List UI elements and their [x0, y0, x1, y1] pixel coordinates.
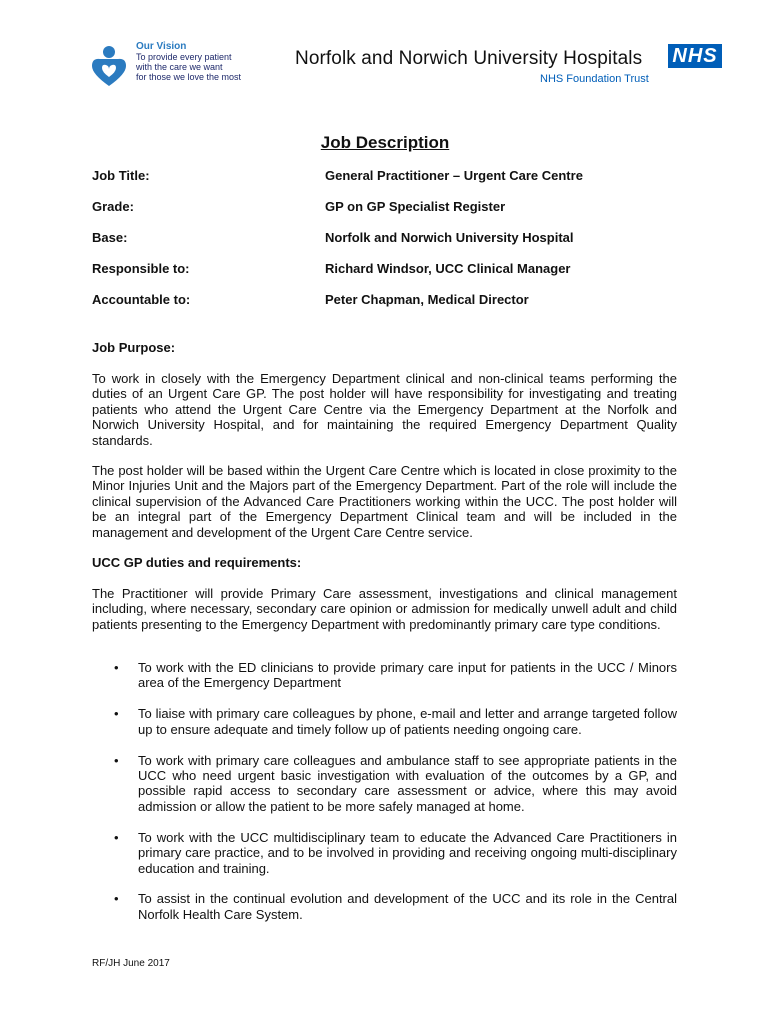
list-item: [92, 706, 677, 737]
detail-row-grade: [92, 199, 692, 230]
list-item-text: To assist in the continual evolution and development of the UCC and its role in the Central Norfolk Health Care System.: [138, 891, 677, 922]
job-purpose-heading: Job Purpose:: [92, 340, 176, 355]
detail-row-responsible-to: [92, 261, 692, 292]
list-item: [92, 830, 677, 876]
duties-intro: The Practitioner will provide Primary Care assessment, investigations and clinical management including, where necessary, secondary care opinion or admission for medically unwell adult and child patients presenting to the Emergency Department with predominantly primary care type conditions.: [92, 586, 677, 632]
document-title: Job Description: [320, 133, 450, 152]
vision-text: [136, 42, 241, 82]
footer-reference: RF/JH June 2017: [92, 958, 170, 969]
detail-label: Responsible to:: [92, 261, 190, 276]
detail-value: GP on GP Specialist Register: [325, 199, 506, 214]
vision-line: with the care we want: [136, 62, 223, 72]
job-purpose-paragraph-2: The post holder will be based within the Urgent Care Centre which is located in close proximity to the Minor Injuries Unit and the Majors part of the Emergency Department. Part of the role will include the clinical supervision of the Advanced Care Practitioners working within the UCC. The post holder will be an integral part of the Emergency Department Clinical team and will be included in the management and development of the Urgent Care Centre service.: [92, 463, 677, 540]
list-item-text: To work with the ED clinicians to provide primary care input for patients in the UCC / Minors area of the Emergency Department: [138, 660, 677, 691]
detail-label: Accountable to:: [92, 292, 191, 307]
list-item-text: To work with the UCC multidisciplinary team to educate the Advanced Care Practitioners in primary care practice, and to be involved in providing and receiving ongoing multi-disciplinary education and training.: [138, 829, 677, 876]
job-purpose-paragraph-1: To work in closely with the Emergency Department clinical and non-clinical teams performing the duties of an Urgent Care GP. The post holder will have responsibility for investigating and treating patients who attend the Urgent Care Centre via the Emergency Department at the Norfolk and Norwich University Hospital, and for maintaining the required Emergency Department Quality standards.: [92, 371, 677, 448]
bullet-icon: •: [114, 752, 119, 768]
detail-value: Norfolk and Norwich University Hospital: [325, 230, 574, 245]
bullet-icon: •: [114, 829, 119, 845]
detail-value: Peter Chapman, Medical Director: [325, 292, 529, 307]
job-details: [92, 168, 692, 323]
detail-row-job-title: [92, 168, 692, 199]
list-item: [92, 660, 677, 691]
bullet-icon: •: [114, 706, 119, 722]
list-item: [92, 891, 677, 922]
detail-label: Base:: [92, 230, 128, 245]
list-item: [92, 753, 677, 815]
list-item-text: To liaise with primary care colleagues by phone, e-mail and letter and arrange targeted follow up to ensure adequate and timely follow up of patients needing ongoing care.: [138, 706, 677, 737]
trust-name: NHS Foundation Trust: [540, 73, 649, 85]
detail-row-accountable-to: [92, 292, 692, 323]
duties-heading: UCC GP duties and requirements:: [92, 555, 302, 570]
vision-line: To provide every patient: [136, 52, 232, 62]
vision-title: Our Vision: [136, 41, 187, 52]
detail-value: General Practitioner – Urgent Care Centre: [325, 168, 583, 183]
vision-line: for those we love the most: [136, 72, 242, 82]
our-vision-logo: [86, 42, 246, 90]
duties-list: [92, 660, 677, 938]
detail-label: Job Title:: [92, 168, 150, 183]
detail-row-base: [92, 230, 692, 261]
organisation-name: Norfolk and Norwich University Hospitals: [295, 48, 643, 69]
detail-label: Grade:: [92, 199, 134, 214]
nhs-logo: NHS: [668, 44, 722, 68]
bullet-icon: •: [114, 660, 119, 675]
bullet-icon: •: [114, 891, 119, 907]
vision-heart-icon: [86, 44, 132, 90]
list-item-text: To work with primary care colleagues and ambulance staff to see appropriate patients in the UCC who need urgent basic investigation with evaluation of the outcomes by a GP, and possible rapid access to secondary care assessment or advice, where this may avoid admission or allow the patient to be more safely managed at home.: [138, 752, 677, 814]
detail-value: Richard Windsor, UCC Clinical Manager: [325, 261, 571, 276]
